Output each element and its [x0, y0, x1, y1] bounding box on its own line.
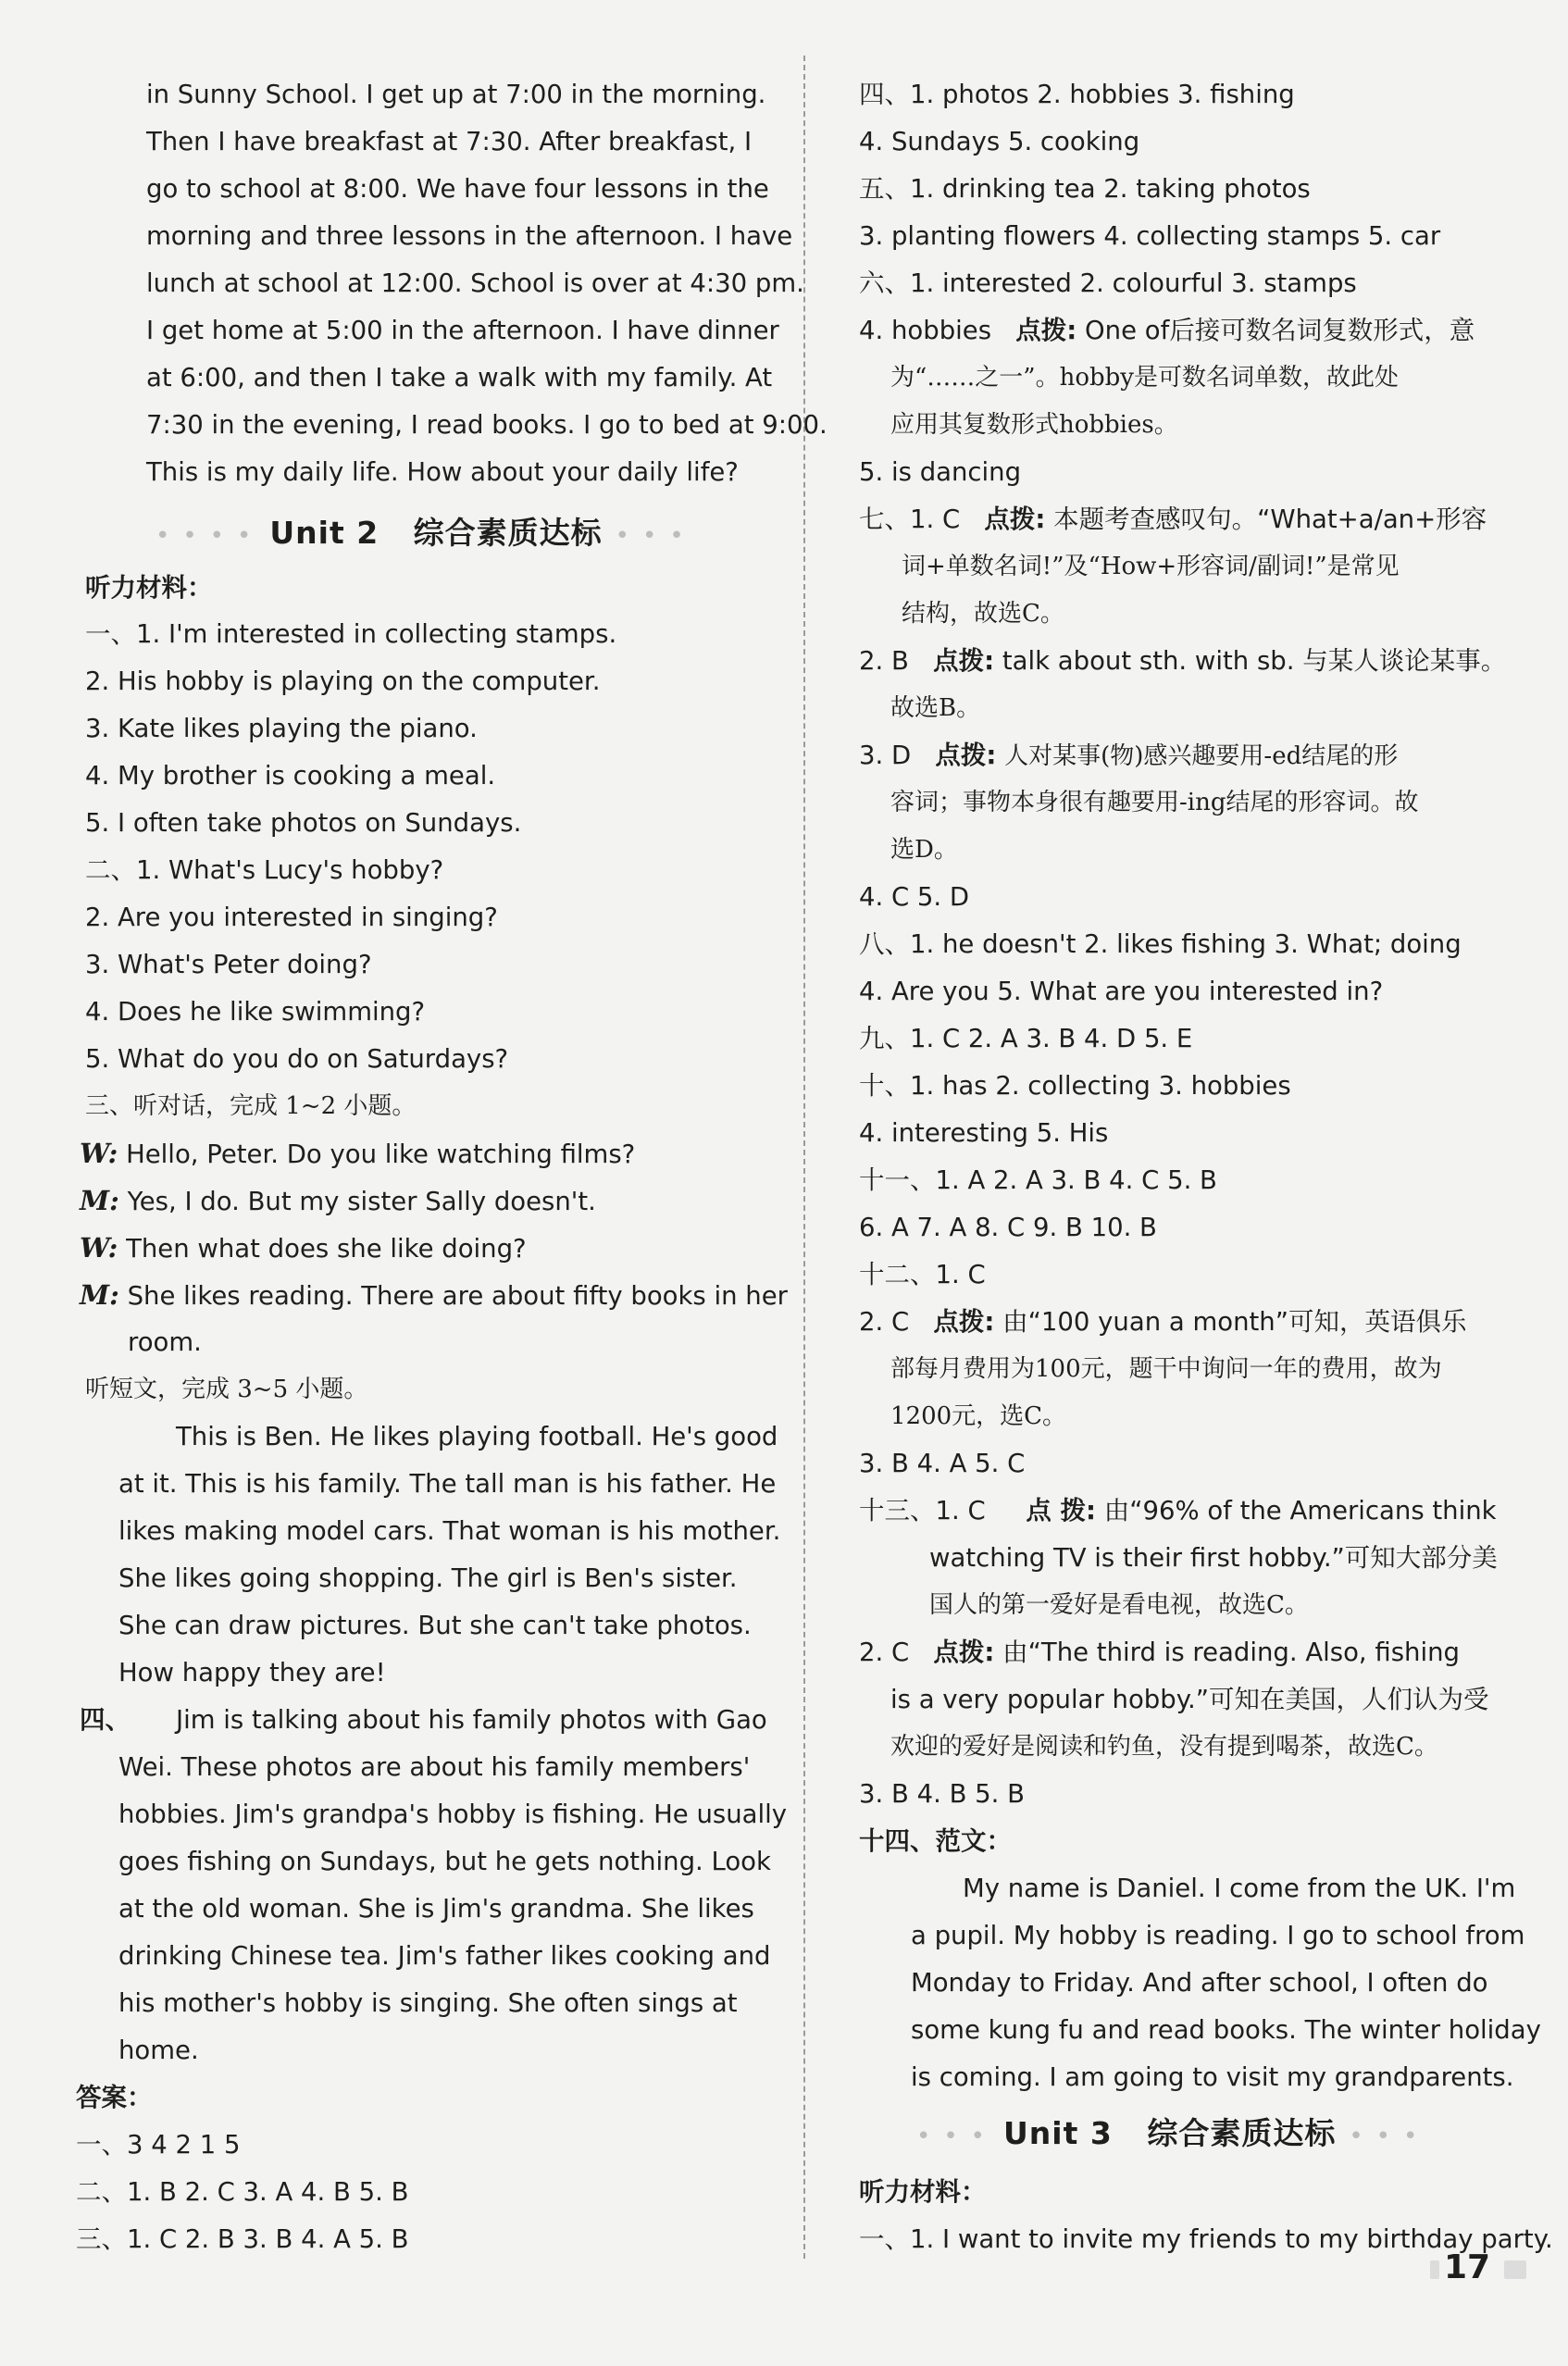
hint-cont: 欢迎的爱好是阅读和钓鱼，没有提到喝茶，故选C。: [890, 1733, 1438, 1761]
speaker: W:: [80, 1232, 118, 1264]
hint-cont: 1200元，选C。: [890, 1402, 1067, 1430]
hint-cont: 应用其复数形式hobbies。: [890, 411, 1178, 439]
text-line: 4. Does he like swimming?: [85, 997, 426, 1027]
answer-line: 十二、1. C: [859, 1260, 986, 1289]
dialogue-line: [80, 1272, 788, 1318]
hint-cont: watching TV is their first hobby.”可知大部分美: [929, 1543, 1498, 1573]
answer-with-hint: [859, 496, 1487, 542]
hint-cont: 国人的第一爱好是看电视，故选C。: [929, 1591, 1309, 1619]
answer-num: 2. B: [859, 646, 909, 676]
answer-line: 3. B 4. B 5. B: [859, 1779, 1026, 1809]
essay-label: 十四、范文：: [859, 1826, 1012, 1856]
answer-line: 3. planting flowers 4. collecting stamps 5. car: [859, 221, 1441, 251]
column-divider: [803, 56, 805, 2259]
hint-cont: 为“……之一”。hobby是可数名词单数，故此处: [890, 364, 1399, 392]
text-line: likes making model cars. That woman is his mother.: [118, 1516, 781, 1546]
dialogue-text: Yes, I do. But my sister Sally doesn't.: [127, 1187, 596, 1216]
hint-text: 本题考查感叹句。“What+a/an+形容: [1053, 504, 1487, 534]
text-line: 4. My brother is cooking a meal.: [85, 761, 496, 791]
text-line: some kung fu and read books. The winter holiday: [911, 2015, 1541, 2045]
text-line: She likes going shopping. The girl is Ben's sister.: [118, 1563, 738, 1593]
text-line: at it. This is his family. The tall man is his father. He: [118, 1469, 777, 1499]
text-line: goes fishing on Sundays, but he gets nothing. Look: [118, 1847, 771, 1876]
heading-dots-right: •••: [615, 522, 697, 550]
unit-title: Unit 2: [269, 515, 380, 551]
part-3-intro: 三、听对话，完成 1~2 小题。: [85, 1092, 417, 1120]
answer-line: 一、1. I want to invite my friends to my birthday party.: [859, 2224, 1553, 2254]
hint-cont: 容词；事物本身很有趣要用-ing结尾的形容词。故: [890, 789, 1419, 816]
unit-2-heading: [156, 505, 697, 561]
hint-cont: 故选B。: [890, 694, 981, 722]
text-line: hobbies. Jim's grandpa's hobby is fishing. He usually: [118, 1799, 788, 1829]
answer-line: 4. interesting 5. His: [859, 1118, 1109, 1148]
answer-num: 七、1. C: [859, 504, 961, 534]
answer-line: 九、1. C 2. A 3. B 4. D 5. E: [859, 1024, 1193, 1053]
hint-cont: 词+单数名词!”及“How+形容词/副词!”是常见: [902, 553, 1400, 580]
hint-label: 点 拨:: [1026, 1496, 1096, 1525]
speaker: M:: [80, 1185, 119, 1216]
text-line: Then I have breakfast at 7:30. After breakfast, I: [146, 127, 753, 156]
text-line: go to school at 8:00. We have four lessons in the: [146, 174, 769, 204]
answer-line: 二、1. B 2. C 3. A 4. B 5. B: [76, 2177, 409, 2207]
answer-num: 十三、1. C: [859, 1496, 986, 1525]
hint-label: 点拨:: [935, 741, 997, 770]
answer-line: 四、1. photos 2. hobbies 3. fishing: [859, 80, 1295, 109]
answer-line: 6. A 7. A 8. C 9. B 10. B: [859, 1213, 1157, 1242]
text-line: 2. Are you interested in singing?: [85, 903, 498, 932]
page-number-decoration: [1430, 2260, 1439, 2279]
answer-with-hint: [859, 1488, 1497, 1534]
answer-line: 4. Sundays 5. cooking: [859, 127, 1140, 156]
text-line: at the old woman. She is Jim's grandma. She likes: [118, 1894, 754, 1924]
answer-line: 六、1. interested 2. colourful 3. stamps: [859, 268, 1357, 298]
hint-text: One of后接可数名词复数形式，意: [1085, 316, 1475, 345]
text-line: 5. I often take photos on Sundays.: [85, 808, 522, 838]
answer-line: 五、1. drinking tea 2. taking photos: [859, 174, 1311, 204]
hint-text: talk about sth. with sb. 与某人谈论某事。: [1002, 646, 1507, 676]
page-number: 17: [1444, 2248, 1491, 2286]
dialogue-text: Then what does she like doing?: [126, 1234, 527, 1264]
answer-line: 十一、1. A 2. A 3. B 4. C 5. B: [859, 1165, 1217, 1195]
answer-line: 3. B 4. A 5. C: [859, 1449, 1026, 1478]
text-line: She can draw pictures. But she can't take photos.: [118, 1611, 752, 1640]
text-line: This is Ben. He likes playing football. He's good: [176, 1422, 778, 1451]
text-line: at 6:00, and then I take a walk with my family. At: [146, 363, 773, 392]
heading-dots-right: •••: [1349, 2123, 1431, 2150]
answers-label: 答案：: [76, 2083, 153, 2112]
hint-text: 由“100 yuan a month”可知，英语俱乐: [1002, 1307, 1467, 1337]
hint-cont: 部每月费用为100元，题干中询问一年的费用，故为: [890, 1355, 1442, 1383]
speaker: M:: [80, 1279, 119, 1311]
hint-label: 点拨:: [1015, 316, 1077, 345]
answer-num: 4. hobbies: [859, 316, 992, 345]
part-4-label: 四、: [80, 1705, 131, 1735]
answer-line: 三、1. C 2. B 3. B 4. A 5. B: [76, 2224, 409, 2254]
page-number-decoration: [1504, 2260, 1526, 2279]
text-line: Monday to Friday. And after school, I often do: [911, 1968, 1488, 1998]
listening-label: 听力材料：: [85, 573, 213, 603]
text-line: 5. What do you do on Saturdays?: [85, 1044, 509, 1074]
text-line: 一、1. I'm interested in collecting stamps.: [85, 619, 617, 649]
text-line: How happy they are!: [118, 1658, 386, 1687]
answer-line: 4. C 5. D: [859, 882, 970, 912]
text-line: is coming. I am going to visit my grandparents.: [911, 2062, 1514, 2092]
answer-line: 4. Are you 5. What are you interested in?: [859, 977, 1384, 1006]
dialogue-text: She likes reading. There are about fifty books in her: [127, 1281, 788, 1311]
unit-subtitle: 综合素质达标: [413, 515, 603, 551]
text-line: 2. His hobby is playing on the computer.: [85, 666, 601, 696]
hint-cont: 结构，故选C。: [902, 600, 1064, 628]
dialogue-text: Hello, Peter. Do you like watching films?: [126, 1139, 636, 1169]
answer-with-hint: [859, 307, 1475, 354]
answer-line: 5. is dancing: [859, 457, 1022, 487]
hint-cont: is a very popular hobby.”可知在美国，人们认为受: [890, 1685, 1489, 1714]
hint-label: 点拨:: [984, 504, 1046, 534]
answer-line: 十、1. has 2. collecting 3. hobbies: [859, 1071, 1291, 1101]
text-line: This is my daily life. How about your daily life?: [146, 457, 739, 487]
heading-dots-left: •••: [916, 2123, 999, 2150]
text-line: 3. What's Peter doing?: [85, 950, 372, 979]
speaker: W:: [80, 1138, 118, 1169]
text-line: home.: [118, 2036, 199, 2065]
hint-cont: 选D。: [890, 836, 958, 864]
text-line: My name is Daniel. I come from the UK. I'm: [963, 1874, 1516, 1903]
text-line: I get home at 5:00 in the afternoon. I have dinner: [146, 316, 779, 345]
hint-text: 由“96% of the Americans think: [1103, 1496, 1497, 1525]
unit-title: Unit 3: [1003, 2115, 1113, 2151]
hint-label: 点拨:: [933, 1307, 995, 1337]
text-line: in Sunny School. I get up at 7:00 in the morning.: [146, 80, 766, 109]
part-3-intro-2: 听短文，完成 3~5 小题。: [85, 1376, 368, 1403]
unit-subtitle: 综合素质达标: [1147, 2115, 1337, 2151]
text-line: his mother's hobby is singing. She often sings at: [118, 1988, 738, 2018]
dialogue-line: [80, 1130, 635, 1177]
dialogue-line: [80, 1177, 596, 1224]
text-line: 二、1. What's Lucy's hobby?: [85, 855, 444, 885]
text-line: lunch at school at 12:00. School is over at 4:30 pm.: [146, 268, 804, 298]
text-line: 7:30 in the evening, I read books. I go to bed at 9:00.: [146, 410, 828, 440]
heading-dots-left: ••••: [156, 522, 265, 550]
text-line: Jim is talking about his family photos with Gao: [176, 1705, 767, 1735]
hint-label: 点拨:: [933, 1638, 995, 1667]
answer-line: 一、3 4 2 1 5: [76, 2130, 241, 2160]
answer-num: 3. D: [859, 741, 912, 770]
answer-with-hint: [859, 638, 1506, 684]
answer-with-hint: [859, 1299, 1466, 1345]
dialogue-line: [80, 1225, 527, 1271]
text-line: Wei. These photos are about his family members': [118, 1752, 751, 1782]
hint-label: 点拨:: [933, 646, 995, 676]
text-line: drinking Chinese tea. Jim's father likes cooking and: [118, 1941, 771, 1971]
text-line: a pupil. My hobby is reading. I go to school from: [911, 1921, 1525, 1950]
text-line: morning and three lessons in the afternoon. I have: [146, 221, 793, 251]
dialogue-line-cont: room.: [128, 1327, 202, 1357]
answer-with-hint: [859, 732, 1398, 778]
answer-line: 八、1. he doesn't 2. likes fishing 3. What; doing: [859, 929, 1462, 959]
answer-with-hint: [859, 1629, 1460, 1675]
hint-text: 人对某事(物)感兴趣要用-ed结尾的形: [1004, 742, 1399, 770]
answer-num: 2. C: [859, 1307, 910, 1337]
text-line: 3. Kate likes playing the piano.: [85, 714, 478, 743]
hint-text: 由“The third is reading. Also, fishing: [1002, 1638, 1461, 1667]
unit-3-heading: [916, 2106, 1430, 2161]
answer-num: 2. C: [859, 1638, 910, 1667]
listening-label: 听力材料：: [859, 2177, 987, 2207]
